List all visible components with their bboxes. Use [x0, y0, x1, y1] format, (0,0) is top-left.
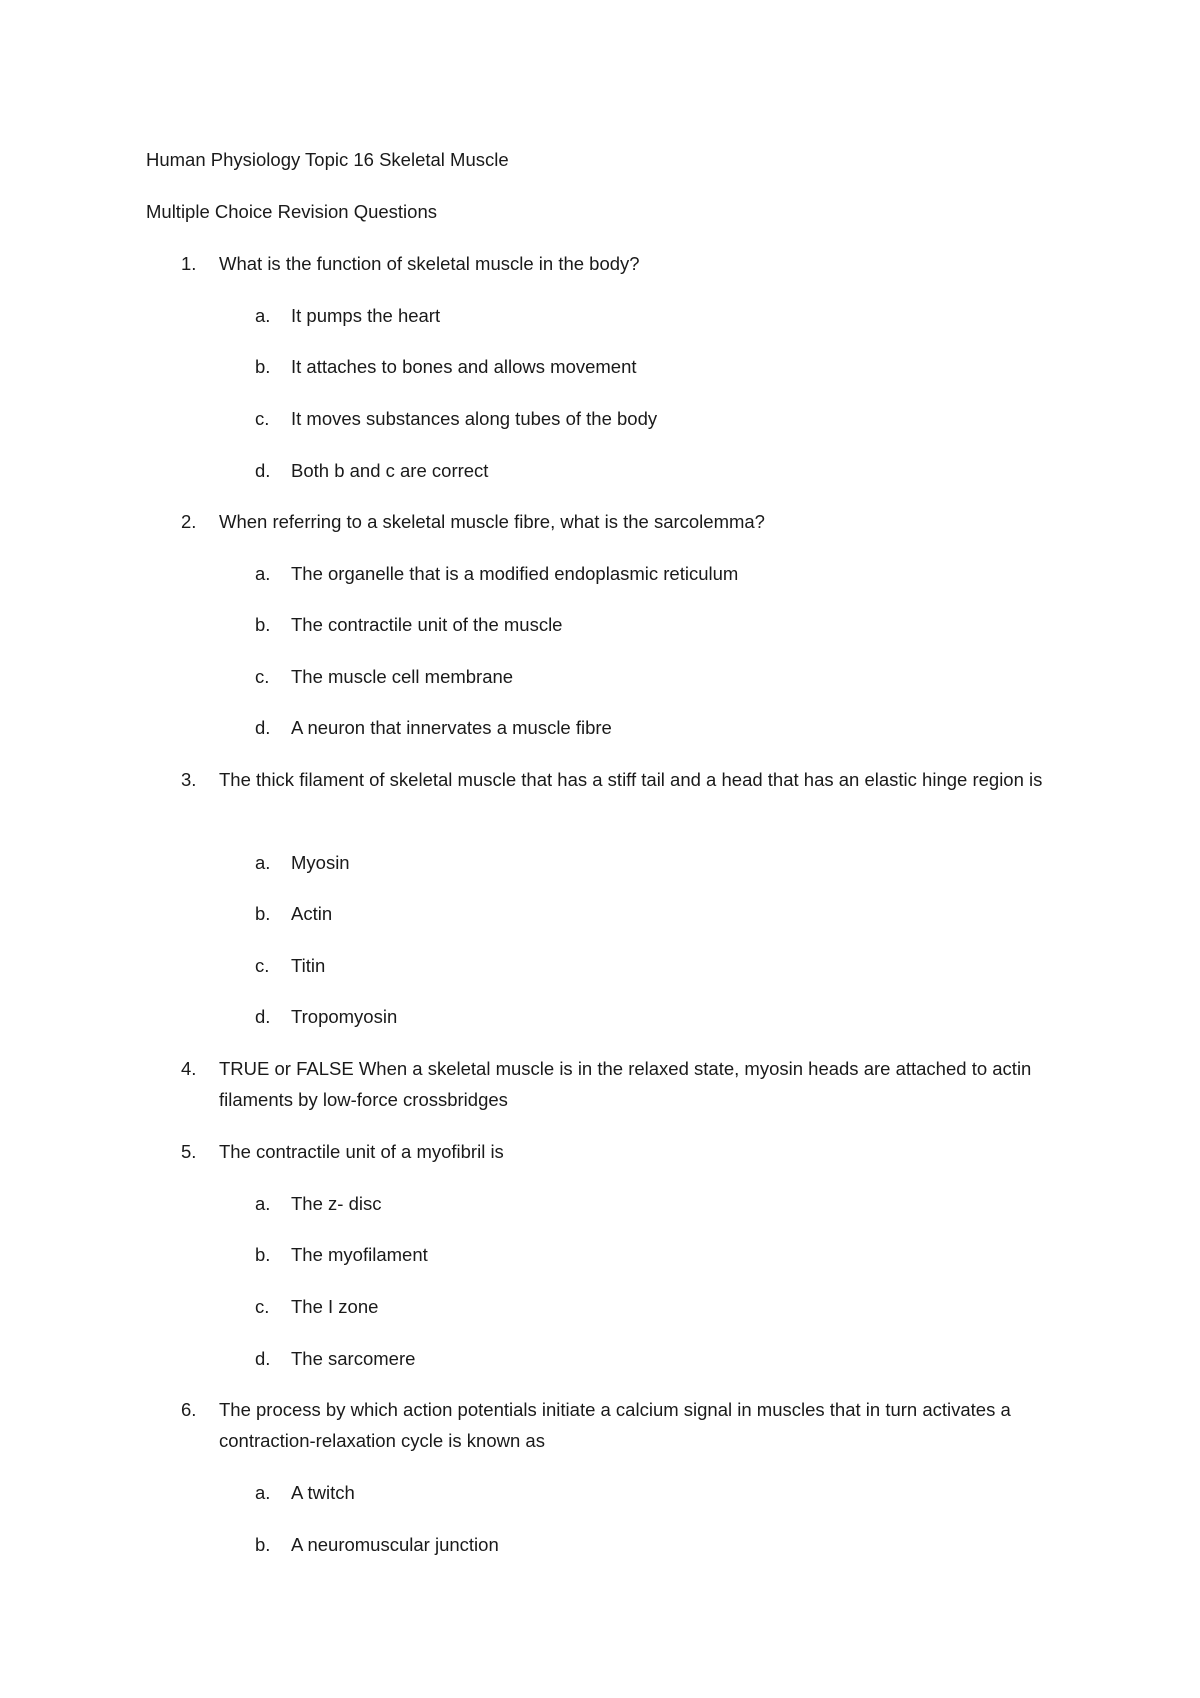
option-letter: d.	[255, 1348, 271, 1369]
option-text: The muscle cell membrane	[291, 666, 514, 687]
option-text: It attaches to bones and allows movement	[291, 356, 637, 377]
option-letter: a.	[255, 1482, 271, 1503]
question-text: What is the function of skeletal muscle in the body?	[219, 253, 640, 274]
option-letter: b.	[255, 1534, 271, 1555]
option-text: Titin	[291, 955, 326, 976]
option-letter: c.	[255, 408, 270, 429]
question-text: The contractile unit of a myofibril is	[219, 1141, 504, 1162]
option-text: It moves substances along tubes of the body	[291, 408, 658, 429]
option-text: A neuron that innervates a muscle fibre	[291, 717, 612, 738]
option-text: The myofilament	[291, 1244, 428, 1265]
question-number: 6.	[181, 1399, 197, 1420]
question-text: The process by which action potentials initiate a calcium signal in muscles that in turn activates a contraction-relaxation cycle is known as	[219, 1399, 1011, 1451]
option-letter: d.	[255, 717, 271, 738]
option-letter: b.	[255, 903, 271, 924]
question-number: 5.	[181, 1141, 197, 1162]
option-text: The z- disc	[291, 1193, 382, 1214]
option-text: A twitch	[291, 1482, 355, 1503]
question-text: When referring to a skeletal muscle fibre, what is the sarcolemma?	[219, 511, 765, 532]
question-text: The thick filament of skeletal muscle that has a stiff tail and a head that has an elastic hinge region is	[219, 769, 1043, 790]
question-text: TRUE or FALSE When a skeletal muscle is in the relaxed state, myosin heads are attached to actin filaments by low-force crossbridges	[219, 1058, 1032, 1110]
option-text: It pumps the heart	[291, 305, 441, 326]
question-number: 3.	[181, 769, 197, 790]
document-title: Human Physiology Topic 16 Skeletal Muscle	[146, 149, 509, 170]
question-number: 2.	[181, 511, 197, 532]
option-text: Tropomyosin	[291, 1006, 398, 1027]
option-letter: d.	[255, 1006, 271, 1027]
option-text: The sarcomere	[291, 1348, 416, 1369]
option-letter: c.	[255, 666, 270, 687]
option-letter: c.	[255, 1296, 270, 1317]
option-letter: a.	[255, 563, 271, 584]
option-letter: c.	[255, 955, 270, 976]
option-text: The I zone	[291, 1296, 379, 1317]
option-letter: a.	[255, 1193, 271, 1214]
question-number: 4.	[181, 1058, 197, 1079]
option-letter: b.	[255, 356, 271, 377]
option-letter: d.	[255, 460, 271, 481]
option-letter: a.	[255, 852, 271, 873]
option-text: Actin	[291, 903, 333, 924]
option-text: Both b and c are correct	[291, 460, 489, 481]
option-text: The contractile unit of the muscle	[291, 614, 563, 635]
option-text: The organelle that is a modified endoplasmic reticulum	[291, 563, 739, 584]
option-letter: b.	[255, 1244, 271, 1265]
question-number: 1.	[181, 253, 197, 274]
document-subtitle: Multiple Choice Revision Questions	[146, 201, 437, 222]
option-letter: b.	[255, 614, 271, 635]
option-text: A neuromuscular junction	[291, 1534, 499, 1555]
option-letter: a.	[255, 305, 271, 326]
option-text: Myosin	[291, 852, 350, 873]
